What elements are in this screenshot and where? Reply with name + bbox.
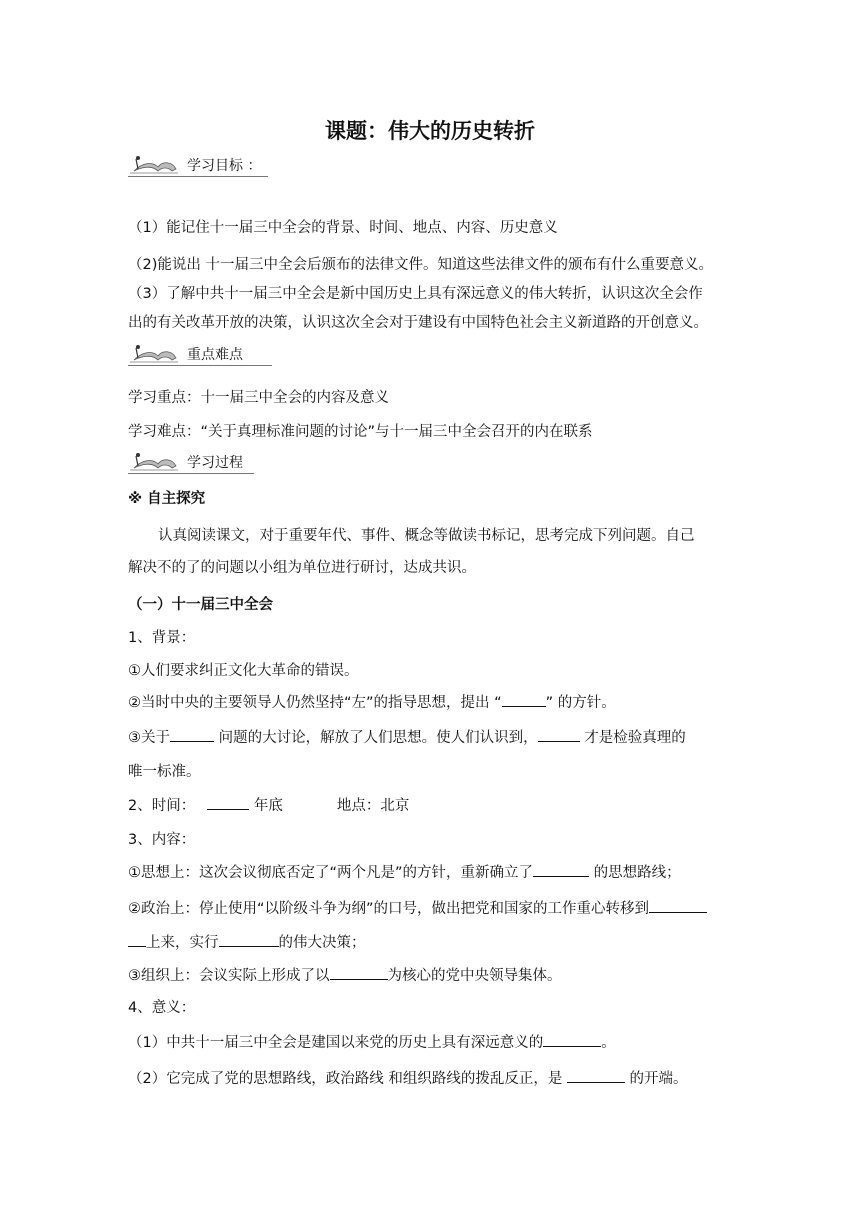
text-fragment: 的开端。	[624, 1071, 688, 1087]
text-fragment: ②政治上：停止使用“以阶级斗争为纲”的口号，做出把党和国家的工作重心转移到	[128, 901, 650, 917]
text-fragment: 的思想路线；	[589, 865, 681, 881]
section-header-goals	[128, 153, 268, 177]
text-fragment: ②当时中央的主要领导人仍然坚持“左”的指导思想，提出 “	[128, 695, 502, 711]
text-fragment: 为核心的党中央领导集体。	[387, 968, 562, 984]
section-rule	[128, 365, 272, 366]
part-one-heading: （一）十一届三中全会	[128, 597, 273, 613]
place-text: 地点：北京	[336, 798, 410, 814]
section-rule	[128, 176, 268, 177]
fill-blank[interactable]	[502, 692, 546, 707]
goal-2: （2)能说出 十一届三中全会后颁布的法律文件。知道这些法律文件的颁布有什么重要意义。	[128, 257, 713, 273]
background-item-2	[128, 691, 616, 712]
fill-blank[interactable]	[128, 932, 146, 947]
text-fragment: 才是检验真理的	[579, 730, 686, 746]
text-fragment: 上来，实行	[146, 935, 219, 951]
fill-blank[interactable]	[330, 965, 388, 980]
fill-blank[interactable]	[543, 1032, 601, 1047]
content-item-3	[128, 964, 562, 985]
text-fragment: ③组织上：会议实际上形成了以	[128, 968, 330, 984]
fill-blank[interactable]	[170, 727, 214, 742]
self-study-heading: ※ 自主探究	[128, 491, 206, 507]
time-line	[128, 794, 409, 815]
intro-line-2: 解决不的了的问题以小组为单位进行研讨，达成共识。	[128, 560, 476, 576]
section-label: 学习过程	[187, 455, 243, 471]
fill-blank[interactable]	[533, 862, 589, 877]
page-title: 课题：伟大的历史转折	[325, 119, 535, 143]
goal-1: （1）能记住十一届三中全会的背景、时间、地点、内容、历史意义	[128, 220, 558, 236]
text-fragment: 2、时间：	[128, 798, 196, 814]
text-fragment: 。	[601, 1035, 616, 1051]
focus-line: 学习重点：十一届三中全会的内容及意义	[128, 390, 389, 406]
content-item-2-cont	[128, 931, 366, 952]
fill-blank[interactable]	[219, 932, 279, 947]
section-label: 重点难点	[187, 347, 243, 363]
text-fragment: （1）中共十一届三中全会是建国以来党的历史上具有深远意义的	[128, 1035, 544, 1051]
section-header-process	[128, 450, 254, 474]
background-item-3-cont: 唯一标准。	[128, 764, 201, 780]
significance-item-1	[128, 1031, 616, 1052]
content-item-2	[128, 897, 707, 918]
fill-blank[interactable]	[649, 898, 707, 913]
text-fragment: 的伟大决策；	[278, 935, 366, 951]
difficulty-line: 学习难点：“关于真理标准问题的讨论”与十一届三中全会召开的内在联系	[128, 424, 593, 440]
background-item-1: ①人们要求纠正文化大革命的错误。	[128, 663, 359, 679]
significance-label: 4、意义：	[128, 1000, 196, 1016]
text-fragment: 年底	[249, 798, 283, 814]
content-label: 3、内容：	[128, 832, 196, 848]
text-fragment: （2）它完成了党的思想路线，政治路线 和组织路线的拨乱反正，是	[128, 1071, 567, 1087]
text-fragment: ①思想上：这次会议彻底否定了“两个凡是”的方针，重新确立了	[128, 865, 534, 881]
fill-blank[interactable]	[538, 727, 580, 742]
section-rule	[128, 473, 254, 474]
background-label: 1、背景：	[128, 630, 196, 646]
text-fragment: 问题的大讨论，解放了人们思想。使人们认识到，	[214, 730, 538, 746]
content-item-1	[128, 861, 681, 882]
intro-line-1: 认真阅读课文，对于重要年代、事件、概念等做读书标记，思考完成下列问题。自己	[158, 528, 695, 544]
book-icon	[128, 450, 180, 472]
section-header-keypoints	[128, 342, 272, 366]
text-fragment: ” 的方针。	[545, 695, 616, 711]
book-icon	[128, 153, 180, 175]
goal-3a: （3）了解中共十一届三中全会是新中国历史上具有深远意义的伟大转折，认识这次全会作	[128, 286, 703, 302]
goal-3b: 出的有关改革开放的决策，认识这次全会对于建设有中国特色社会主义新道路的开创意义。	[128, 315, 708, 331]
significance-item-2	[128, 1067, 688, 1088]
section-label: 学习目标 ：	[187, 158, 262, 174]
fill-blank[interactable]	[207, 795, 249, 810]
book-icon	[128, 342, 180, 364]
background-item-3	[128, 726, 686, 747]
fill-blank[interactable]	[567, 1068, 625, 1083]
text-fragment: ③关于	[128, 730, 170, 746]
